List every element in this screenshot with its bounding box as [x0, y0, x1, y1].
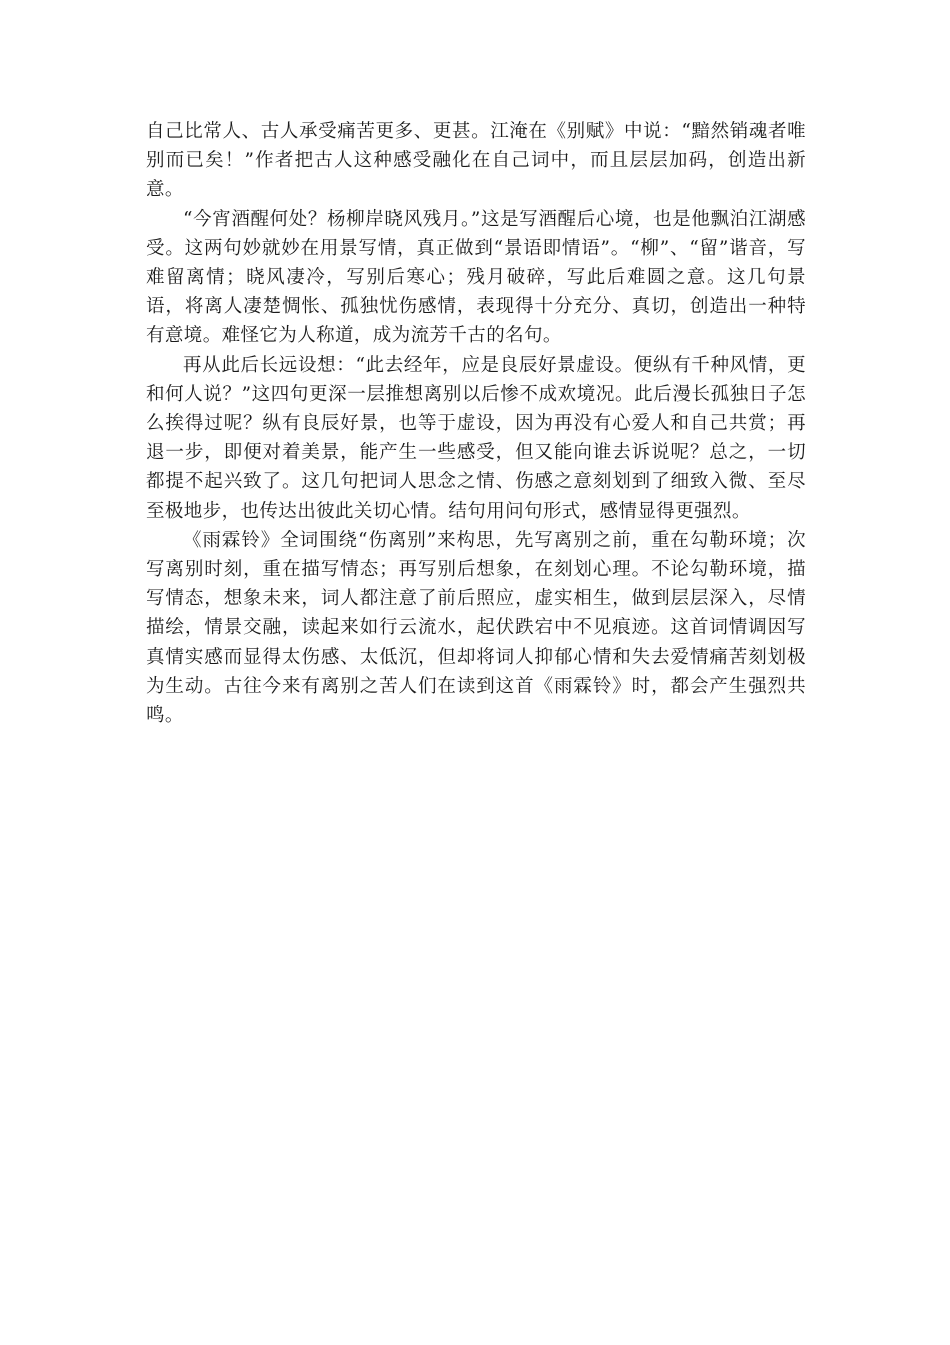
- paragraph-2: “今宵酒醒何处？杨柳岸晓风残月。”这是写酒醒后心境，也是他飘泊江湖感受。这两句妙就妙在用景写情，真正做到“景语即情语”。“柳”、“留”谐音，写难留离情；晓风凄冷，写别后寒心；残月破碎，写此后难圆之意。这几句景语，将离人凄楚惆怅、孤独忧伤感情，表现得十分充分、真切，创造出一种特有意境。难怪它为人称道，成为流芳千古的名句。: [146, 208, 806, 347]
- paragraph-1: 自己比常人、古人承受痛苦更多、更甚。江淹在《别赋》中说：“黯然销魂者唯别而已矣！”作者把古人这种感受融化在自己词中，而且层层加码，创造出新意。: [146, 121, 806, 201]
- paragraph-3: 再从此后长远设想：“此去经年，应是良辰好景虚设。便纵有千种风情，更和何人说？”这四句更深一层推想离别以后惨不成欢境况。此后漫长孤独日子怎么挨得过呢？纵有良辰好景，也等于虚设，因为再没有心爱人和自己共赏；再退一步，即便对着美景，能产生一些感受，但又能向谁去诉说呢？总之，一切都提不起兴致了。这几句把词人思念之情、伤感之意刻划到了细致入微、至尽至极地步，也传达出彼此关切心情。结句用问句形式，感情显得更强烈。: [146, 354, 806, 522]
- paragraph-4: 《雨霖铃》全词围绕“伤离别”来构思，先写离别之前，重在勾勒环境；次写离别时刻，重在描写情态；再写别后想象，在刻划心理。不论勾勒环境，描写情态，想象未来，词人都注意了前后照应，虚实相生，做到层层深入，尽情描绘，情景交融，读起来如行云流水，起伏跌宕中不见痕迹。这首词情调因写真情实感而显得太伤感、太低沉，但却将词人抑郁心情和失去爱情痛苦刻划极为生动。古往今来有离别之苦人们在读到这首《雨霖铃》时，都会产生强烈共鸣。: [146, 529, 806, 727]
- document-page: [146, 117, 806, 730]
